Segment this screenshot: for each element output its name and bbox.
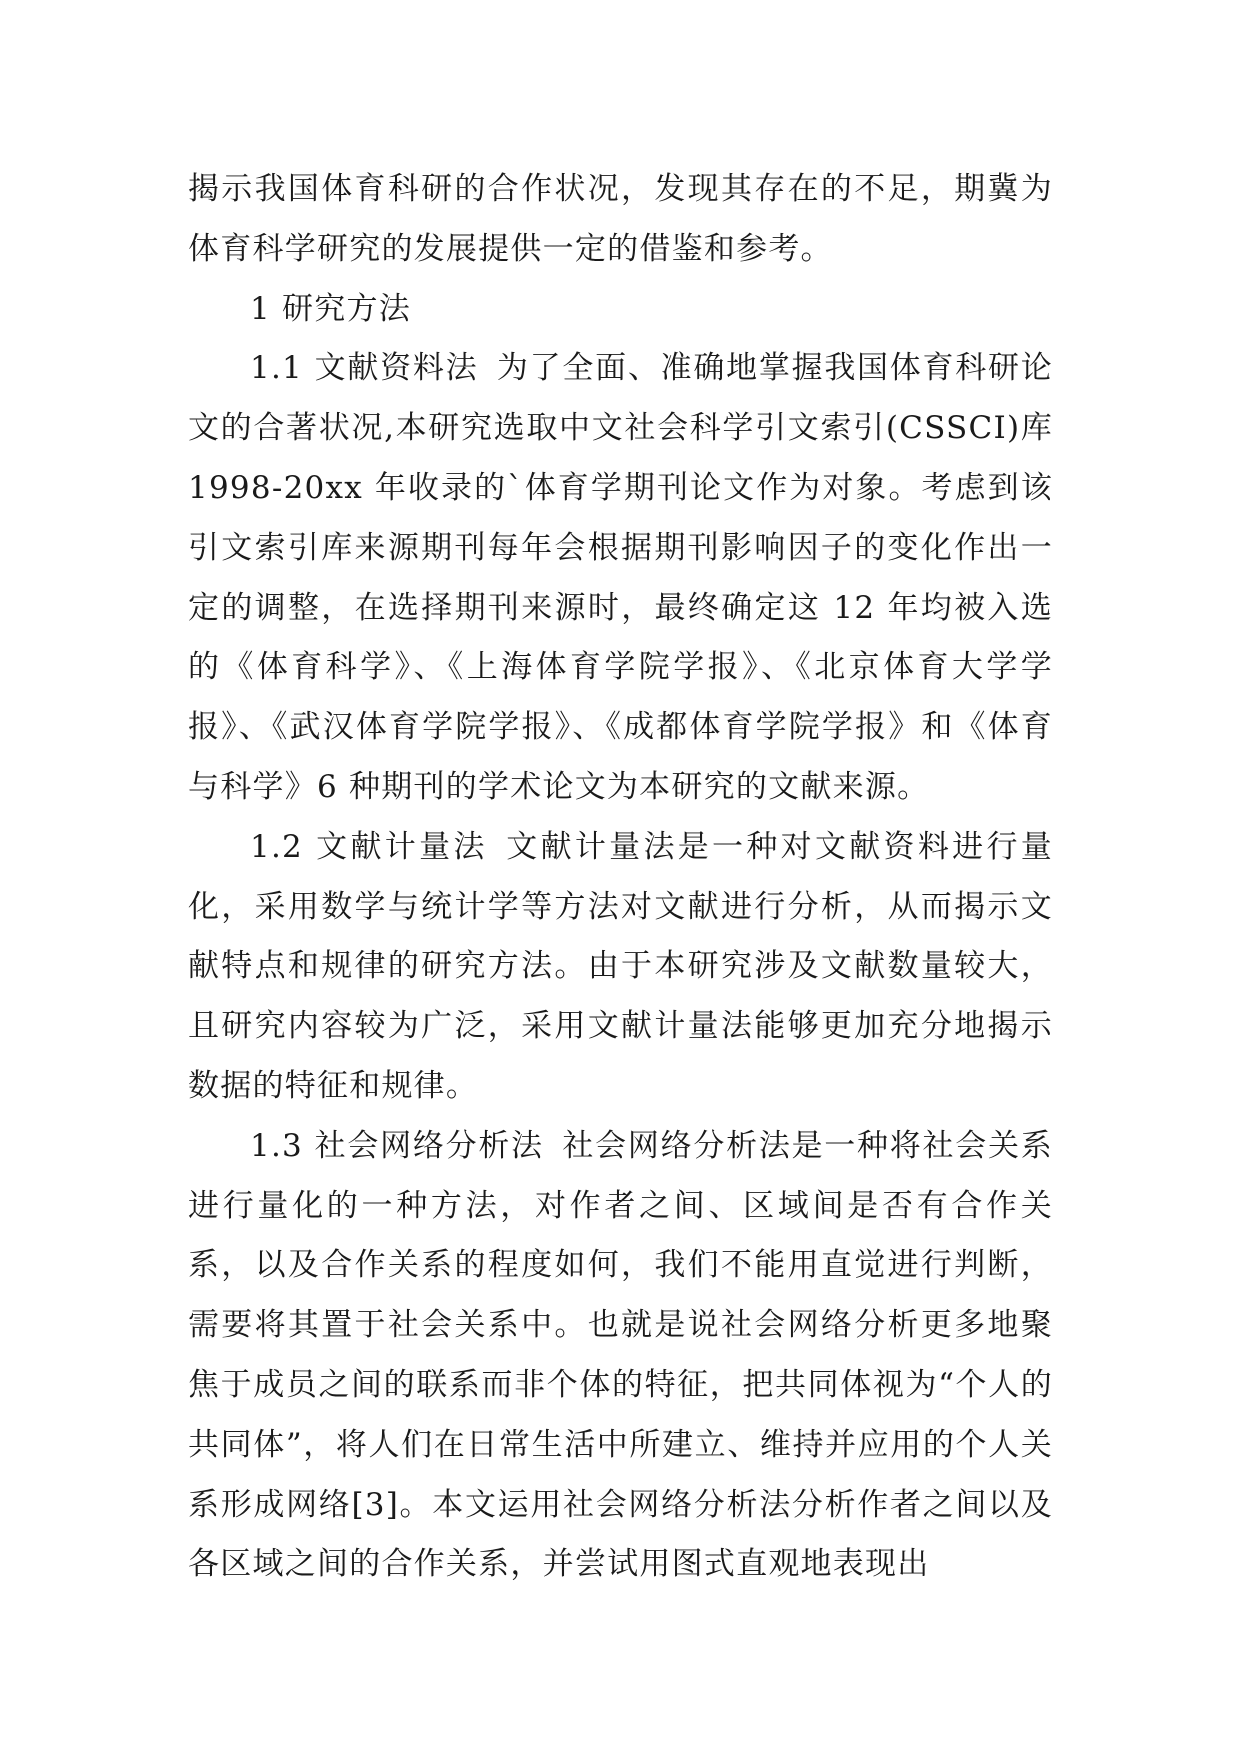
paragraph-social-network-method [188,1117,1053,1595]
document-body [188,160,1053,1595]
section-heading-research-methods: 1 研究方法 [250,290,412,327]
subsection-body-literature-method: 为了全面、准确地掌握我国体育科研论文的合著状况,本研究选取中文社会科学引文索引(CSSCI)库 1998-20xx 年收录的`体育学期刊论文作为对象。考虑到该引文索引库来源期刊每年会根据期刊影响因子的变化作出一定的调整，在选择期刊来源时，最终确定这 12 年均被入选的《体育科学》、《上海体育学院学报》、《北京体育大学学报》、《武汉体育学院学报》、《成都体育学院学报》和《体育与科学》6 种期刊的学术论文为本研究的文献来源。 [188,350,1053,805]
subsection-title-bibliometric-method: 1.2 文献计量法 [250,828,488,865]
paragraph-literature-method [188,339,1053,817]
paragraph-bibliometric-method [188,818,1053,1117]
subsection-title-literature-method: 1.1 文献资料法 [250,350,479,387]
intro-paragraph-continuation: 揭示我国体育科研的合作状况，发现其存在的不足，期冀为体育科学研究的发展提供一定的借鉴和参考。 [188,171,1053,267]
subsection-title-social-network-method: 1.3 社会网络分析法 [250,1127,544,1164]
subsection-body-bibliometric-method: 文献计量法是一种对文献资料进行量化，采用数学与统计学等方法对文献进行分析，从而揭示文献特点和规律的研究方法。由于本研究涉及文献数量较大，且研究内容较为广泛，采用文献计量法能够更加充分地揭示数据的特征和规律。 [188,828,1053,1104]
subsection-body-social-network-method: 社会网络分析法是一种将社会关系进行量化的一种方法，对作者之间、区域间是否有合作关系，以及合作关系的程度如何，我们不能用直觉进行判断，需要将其置于社会关系中。也就是说社会网络分析更多地聚焦于成员之间的联系而非个体的特征，把共同体视为“个人的共同体”，将人们在日常生活中所建立、维持并应用的个人关系形成网络[3]。本文运用社会网络分析法分析作者之间以及各区域之间的合作关系，并尝试用图式直观地表现出 [188,1127,1053,1583]
